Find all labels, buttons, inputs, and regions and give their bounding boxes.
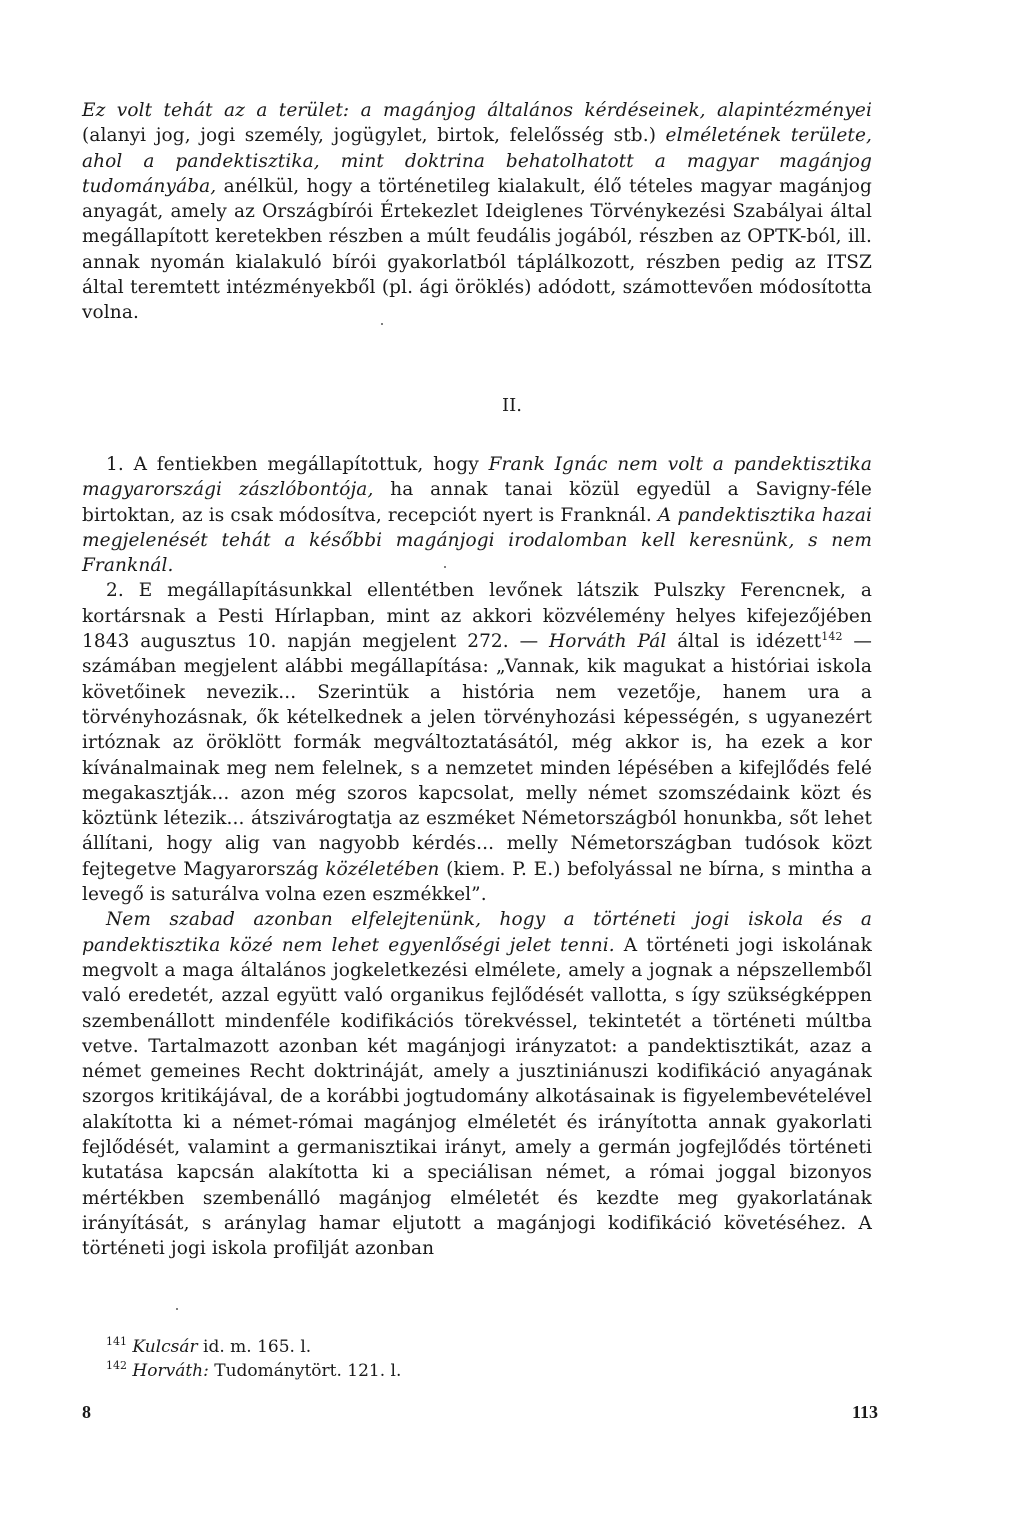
page-number: 113 [851,1402,878,1422]
intro-italic-2: elméletének területe, ahol a pandektisztika, mint doktrina behatolhatott a magyar magánjog tudományába, [82,125,872,197]
paragraph-intro [82,98,872,326]
p2-italic-d: A pandektisztika hazai megjelenését tehát a későbbi magánjogi irodalomban kell keresnünk, s nem Franknál. [82,504,872,577]
print-speck [176,1308,178,1310]
footnote-author: Kulcsár [132,1337,198,1357]
footnote-141 [106,1335,682,1359]
section-heading: II. [502,395,522,416]
main-body [82,452,872,1262]
p4-italic-a: Nem szabad azonban elfelejtenünk, hogy a történeti jogi iskola és a pandektisztika közé nem lehet egyenlőségi jelet tenni. [82,909,872,956]
footnote-author: Horváth: [132,1361,209,1381]
p3-text-a: 2. E megállapításunkkal ellentétben levőnek látszik Pulszky Ferencnek, a kortársnak a Pesti Hírlapban, mint az akkori közvélemény helyes kifejezőjében 1843 augusztus 10. napján megjelent 272. — [82,580,872,653]
p3-text-f: (kiem. P. E.) befolyással ne bírna, s mintha a levegő is saturálva volna ezen eszmékkel”. [82,858,872,906]
intro-text-2: anélkül, hogy a történetileg kialakult, élő tételes magyar magánjog anyagát, amely az Országbírói Értekezlet Ideiglenes Törvénykezési Szabályai által megállapított keretekben részben a múlt feudális jogából, részben az OPTK-ból, ill. annak nyomán kialakuló bírói gyakorlatból táplálkozott, részben pedig az ITSZ által teremtett intézményekből (pl. ági öröklés) adódott, számottevően módosította volna. [82,175,872,324]
intro-text-1: (alanyi jog, jogi személy, jogügylet, birtok, felelősség stb.) [82,125,666,147]
p3-text-c: által is idézett [666,631,822,653]
p2-italic-b: Frank Ignác nem volt a pandektisztika magyarországi zászlóbontója, [82,454,872,501]
p3-text-d: — számában megjelent alábbi megállapítása: „Vannak, kik magukat a históriai iskola követőinek nevezik... Szerintük a história nem vezetője, hanem ura a törvényhozásnak, ők kételkednek a jelen törvényhozási képességén, s ugyanezért irtóznak az öröklött formák megváltoztatásától, még akkor is, ha ezek a kor kívánalmainak meg nem felelnek, s a nemzetet minden lépésében a kifejlődés felé megakasztják... azon még szoros kapcsolat, melly német szomszédaink közt és köztünk létezik... átszivárogtatja az eszméket Németországból honunkba, sőt lehet állítani, hogy alig van nagyobb kérdés... melly Németországban tudósok közt fejtegetve Magyarország [82,631,872,880]
print-speck [444,566,446,568]
signature-mark: 8 [82,1402,91,1422]
paragraph-1 [82,452,872,578]
footnote-142 [106,1359,682,1383]
print-speck [381,323,383,325]
footnote-number: 141 [106,1335,127,1348]
footnote-text: id. m. 165. l. [197,1337,312,1357]
footnote-text: Tudománytört. 121. l. [208,1361,402,1381]
p2-text-a: 1. A fentiekben megállapítottuk, hogy [106,454,489,475]
footnotes [82,1335,682,1383]
paragraph-2 [82,578,872,907]
p3-italic-e: közéletében [325,858,440,880]
p3-italic-b: Horváth Pál [549,631,667,653]
paragraph-3 [82,907,872,1261]
intro-italic-1: Ez volt tehát az a terület: a magánjog általános kérdéseinek, alapintézményei [82,100,872,121]
footnote-ref-142: 142 [821,630,843,644]
p2-text-c: ha annak tanai közül egyedül a Savigny-féle birtoktan, az is csak módosítva, recepciót nyert is Franknál. [82,479,872,526]
footnote-number: 142 [106,1359,127,1372]
p4-text-b: A történeti jogi iskolának megvolt a maga általános jogkeletkezési elmélete, amely a jognak a népszellemből való eredetét, azzal együtt való organikus fejlődését vallotta, s így szükségképpen szembenállott mindenféle kodifikációs törekvéssel, tekintetét a történeti múltba vetve. Tartalmazott azonban két magánjogi irányzatot: a pandektisztikát, azaz a német gemeines Recht doktrináját, amely a jusztiniánuszi kodifikáció anyagának szorgos kritikájával, de a korábbi jogtudomány alkotásainak is figyelembevételével alakította ki a német-római magánjog elméletét és irányította annak gyakorlati fejlődését, valamint a germanisztikai irányt, amely a germán jogfejlődés történeti kutatása kapcsán alakította ki a speciálisan német, a római joggal bizonyos mértékben szembenálló magánjog elméletét és kezdte meg gyakorlatának irányítását, s aránylag hamar eljutott a magánjogi kodifikáció követéséhez. A történeti jogi iskola profilját azonban [82,934,872,1260]
